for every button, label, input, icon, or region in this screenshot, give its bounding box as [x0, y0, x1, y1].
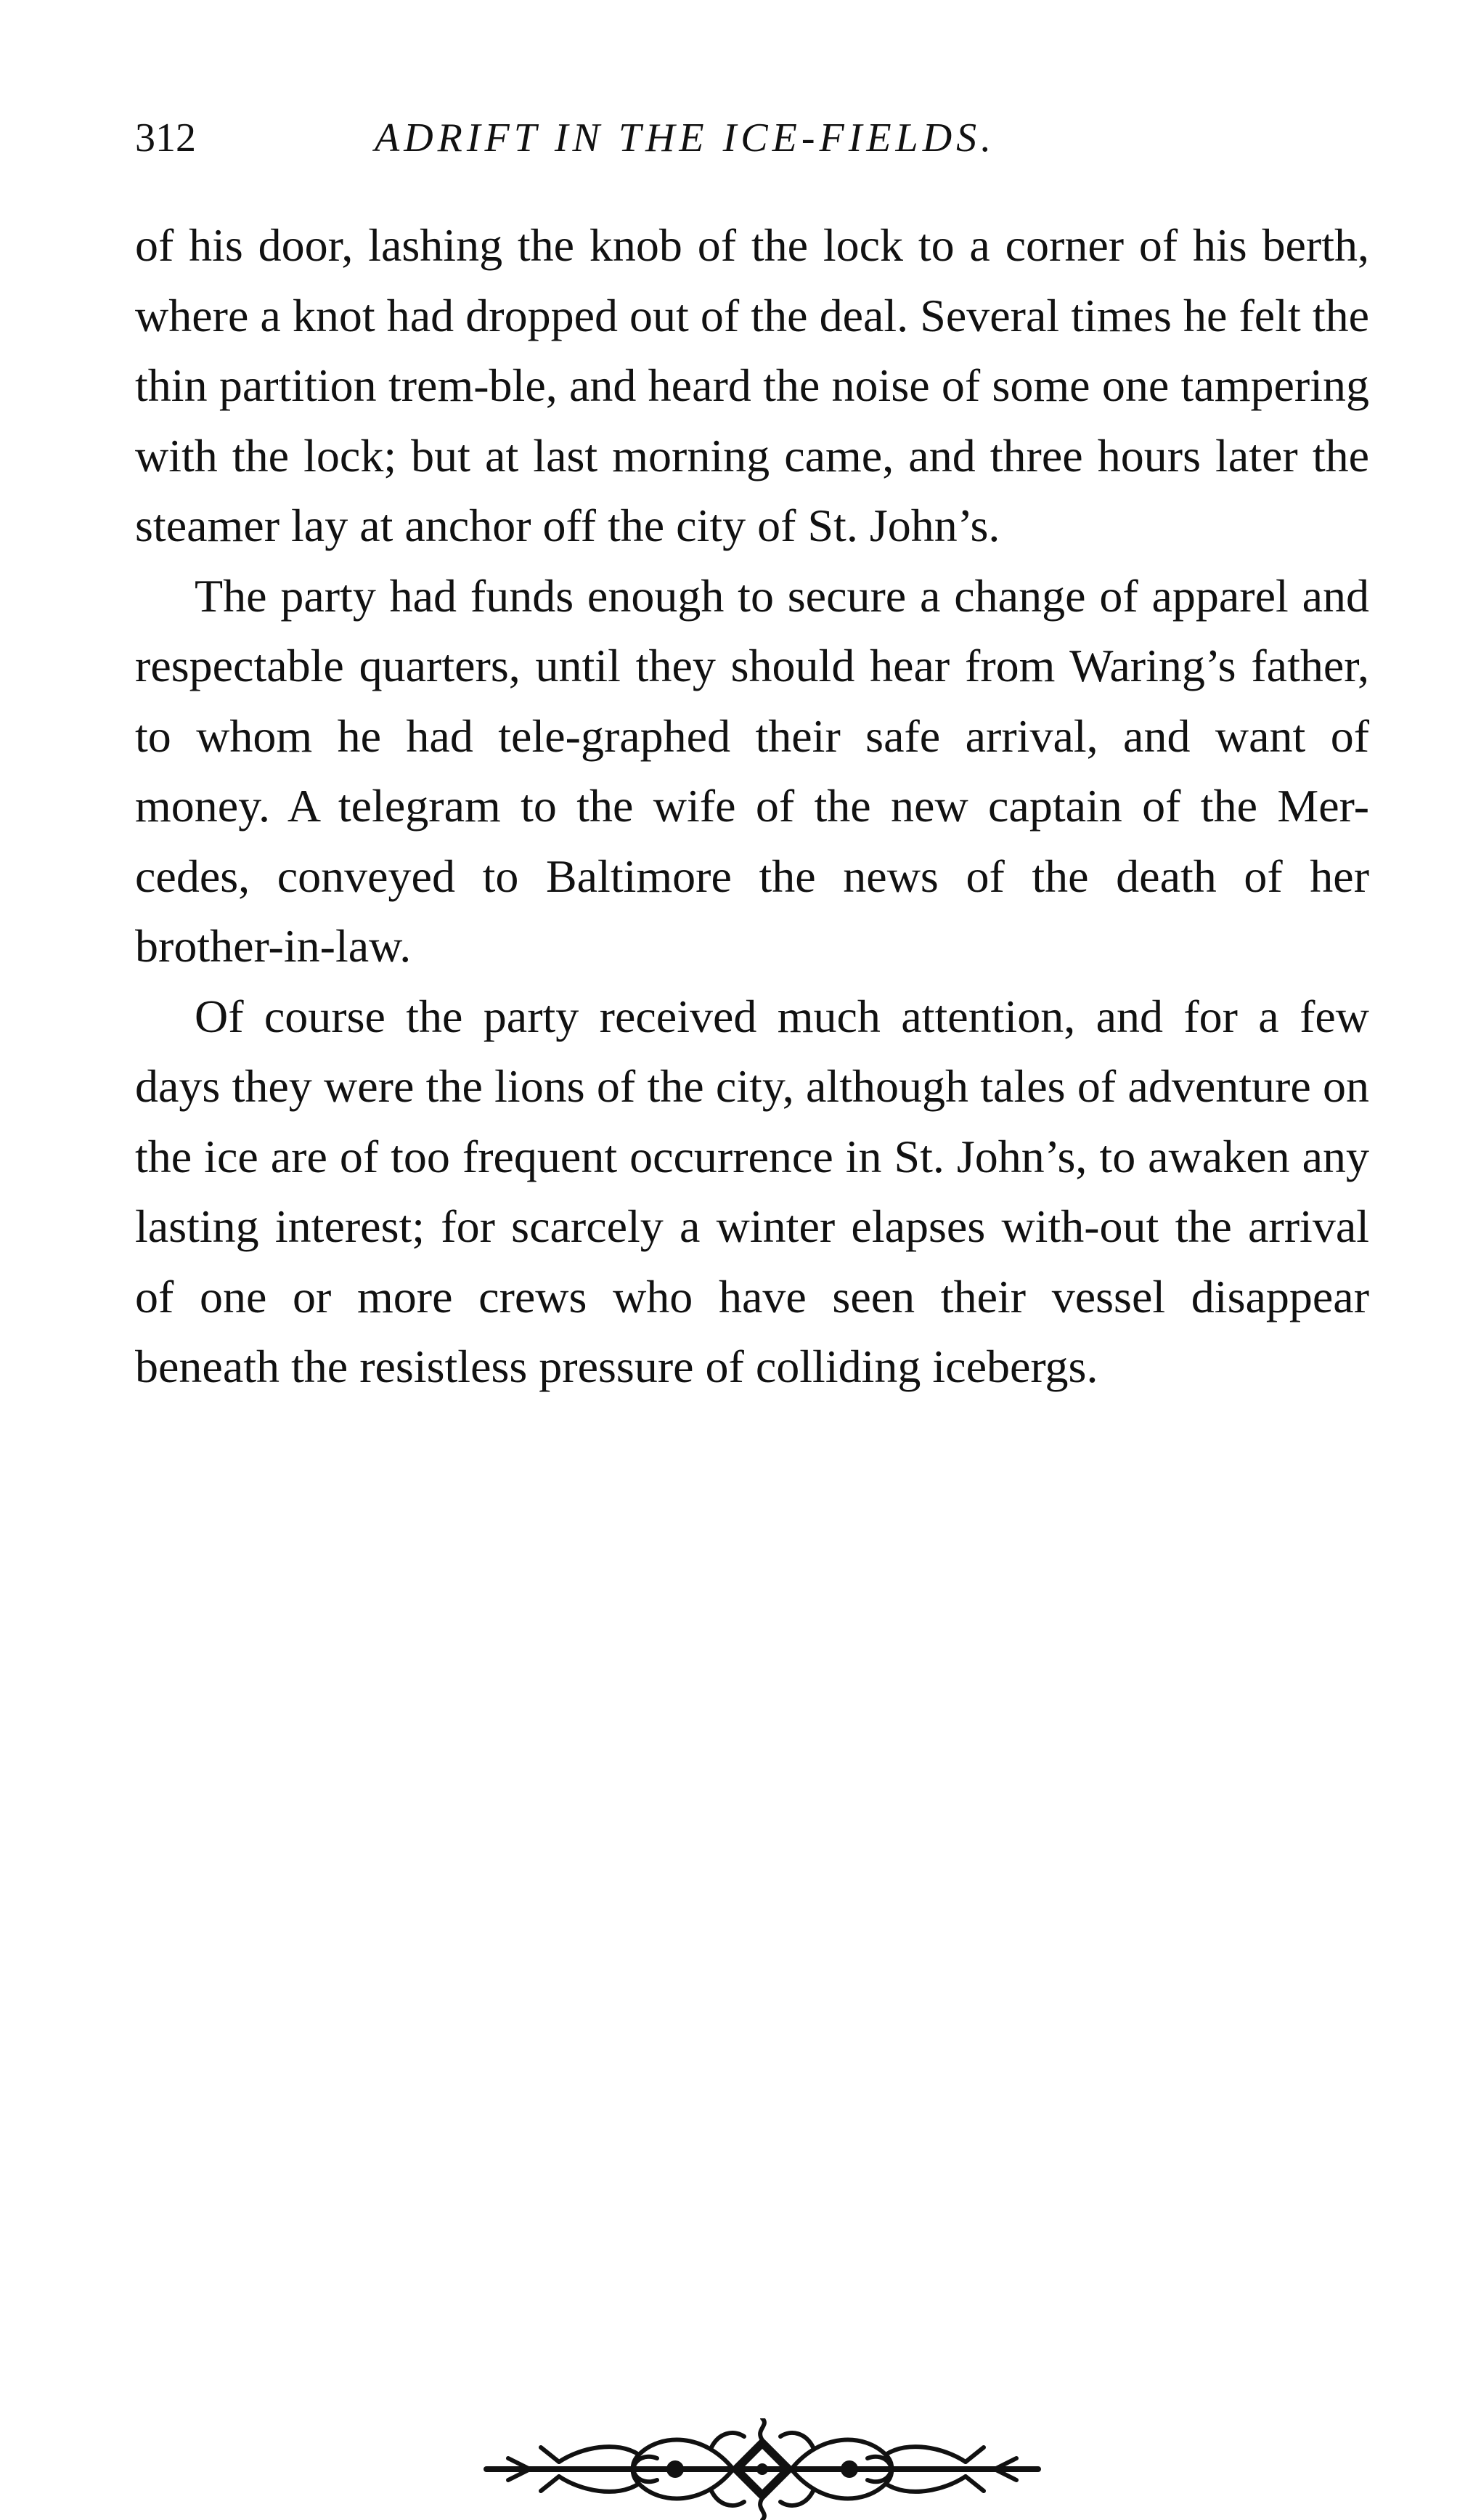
paragraph-3: Of course the party received much attention, and for a few days they were the lions of the city, although tales of adventure on the ice are of too frequent occurrence in St. John’s, to awaken any lasting interest; for scarcely a winter elapses with-out the arrival of one or more crews who have seen their vessel disappear beneath the resistless pressure of colliding icebergs. — [135, 990, 1369, 1392]
running-title: ADRIFT IN THE ICE-FIELDS. — [375, 115, 996, 160]
paragraph-2: The party had funds enough to secure a change of apparel and respectable quarters, until they should hear from Waring’s father, to whom he had tele-graphed their safe arrival, and want of money. A telegram to the wife of the new captain of the Mer-cedes, conveyed to Baltimore the news of the death of her brother-in-law. — [135, 569, 1369, 972]
running-head — [135, 109, 1369, 167]
floral-tailpiece-ornament-icon — [472, 2418, 1053, 2520]
paragraph-1: of his door, lashing the knob of the lock to a corner of his berth, where a knot had dropped out of the deal. Several times he felt the thin partition trem-ble, and heard the noise of some one tampering with the lock; but at last morning came, and three hours later the steamer lay at anchor off the city of St. John’s. — [135, 219, 1369, 551]
body-text — [135, 211, 1369, 1402]
page-number: 312 — [135, 115, 196, 160]
